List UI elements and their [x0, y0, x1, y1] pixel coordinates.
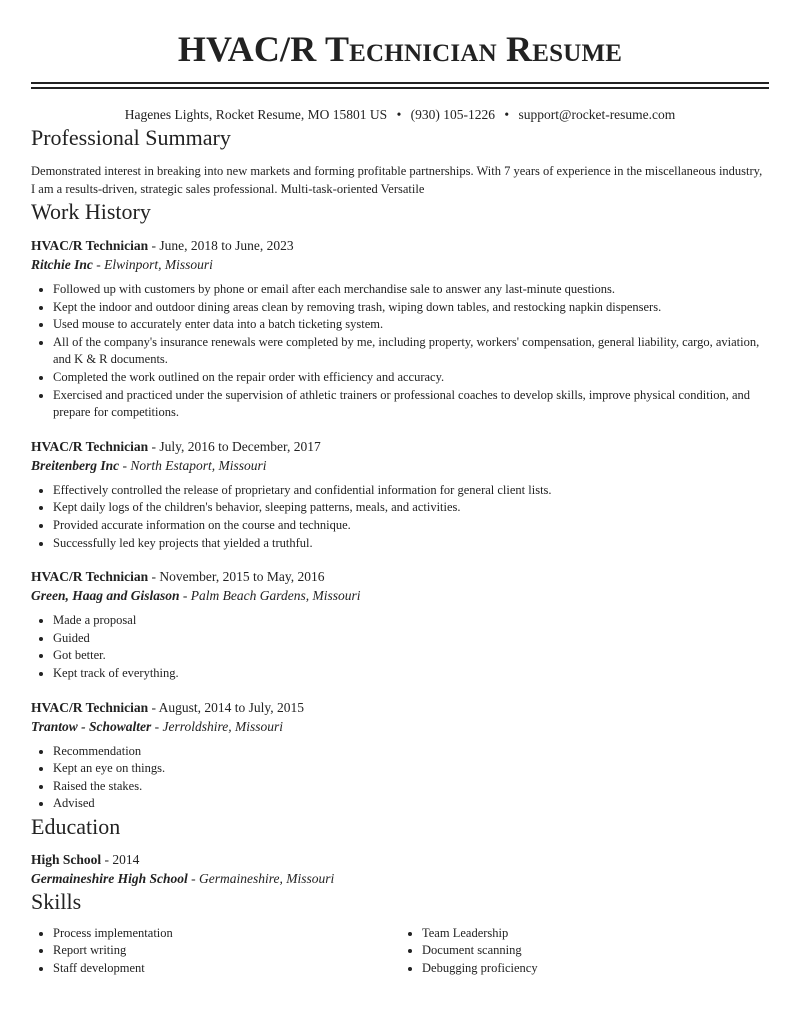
job-title: HVAC/R Technician	[31, 238, 149, 253]
contact-line	[31, 106, 769, 124]
list-item: • Debugging proficiency	[422, 960, 769, 978]
list-item: • Kept daily logs of the children's behavior, sleeping patterns, meals, and activities.	[53, 499, 769, 517]
school-line	[31, 869, 769, 888]
job-title-line	[31, 437, 769, 456]
list-item: • Completed the work outlined on the repair order with efficiency and accuracy.	[53, 369, 769, 387]
company-line	[31, 255, 769, 274]
job-bullets	[31, 743, 769, 813]
company-name: Breitenberg Inc	[31, 457, 120, 473]
job-bullets	[31, 612, 769, 682]
company-line	[31, 717, 769, 736]
job-bullets	[31, 281, 769, 422]
company-line	[31, 586, 769, 605]
job-dates: - July, 2016 to December, 2017	[148, 438, 321, 454]
job-dates: - November, 2015 to May, 2016	[148, 569, 325, 585]
skills-grid	[31, 925, 769, 978]
job-title: HVAC/R Technician	[31, 699, 149, 715]
summary-heading: Professional Summary	[31, 125, 231, 150]
school-name: Germaineshire High School	[31, 870, 188, 886]
list-item: • Document scanning	[422, 942, 769, 960]
title-divider-top	[31, 82, 769, 84]
degree-line	[31, 850, 769, 869]
skills-right-column	[400, 925, 769, 978]
job-dates: - June, 2018 to June, 2023	[148, 238, 294, 253]
contact-separator: •	[504, 107, 510, 122]
company-name: Green, Haag and Gislason	[31, 588, 180, 604]
list-item: • Recommendation	[53, 743, 769, 761]
job-title: HVAC/R Technician	[31, 569, 149, 585]
list-item: • Team Leadership	[422, 925, 769, 943]
list-item: • Report writing	[53, 942, 400, 960]
list-item: • Process implementation	[53, 925, 400, 943]
contact-address: Hagenes Lights, Rocket Resume, MO 15801 US	[124, 107, 388, 122]
job-title-line	[31, 698, 769, 717]
company-location: - Palm Beach Gardens, Missouri	[179, 588, 361, 604]
resume-title: HVAC/R Technician Resume	[177, 29, 623, 69]
list-item: • Made a proposal	[53, 612, 769, 630]
list-item: • Got better.	[53, 647, 769, 665]
skills-left-column	[31, 925, 400, 978]
list-item: • Kept track of everything.	[53, 665, 769, 683]
list-item: • Staff development	[53, 960, 400, 978]
company-location: - Jerroldshire, Missouri	[151, 718, 284, 734]
job-title: HVAC/R Technician	[31, 438, 149, 454]
list-item: • Exercised and practiced under the supervision of athletic trainers or professional coaches to develop skills, improve physical condition, and prepare for competitions.	[53, 387, 769, 422]
school-location: - Germaineshire, Missouri	[187, 870, 335, 886]
contact-separator: •	[396, 107, 402, 122]
list-item: • Provided accurate information on the course and technique.	[53, 517, 769, 535]
skills-heading: Skills	[31, 888, 82, 914]
job-bullets	[31, 482, 769, 552]
company-location: - North Estaport, Missouri	[119, 457, 267, 473]
list-item: • Used mouse to accurately enter data into a batch ticketing system.	[53, 316, 769, 334]
education-heading: Education	[31, 813, 121, 839]
summary-text: Demonstrated interest in breaking into new markets and forming profitable partnerships. With 7 years of experience in the miscellaneous industry, I am a results-driven, strategic sales professional. Multi-task-oriented Versatile	[31, 164, 763, 196]
list-item: • Guided	[53, 630, 769, 648]
list-item: • Successfully led key projects that yielded a truthful.	[53, 535, 769, 553]
work-history-heading: Work History	[31, 199, 151, 224]
company-location: - Elwinport, Missouri	[92, 257, 213, 272]
list-item: • All of the company's insurance renewals were completed by me, including property, workers' compensation, general liability, cargo, aviation, and K & R documents.	[53, 334, 769, 369]
company-line	[31, 456, 769, 475]
list-item: • Kept the indoor and outdoor dining areas clean by removing trash, wiping down tables, and restocking napkin dispensers.	[53, 299, 769, 317]
degree-year: - 2014	[101, 851, 140, 867]
list-item: • Kept an eye on things.	[53, 760, 769, 778]
job-title-line	[31, 567, 769, 586]
contact-email: support@rocket-resume.com	[518, 107, 676, 122]
title-divider-bottom	[31, 87, 769, 89]
education-entry	[31, 850, 769, 888]
job-entry	[31, 236, 769, 422]
job-entry	[31, 698, 769, 813]
list-item: • Followed up with customers by phone or email after each merchandise sale to answer any last-minute questions.	[53, 281, 769, 299]
contact-phone: (930) 105-1226	[410, 107, 496, 122]
company-name: Trantow - Schowalter	[31, 718, 152, 734]
list-item: • Advised	[53, 795, 769, 813]
list-item: • Raised the stakes.	[53, 778, 769, 796]
job-title-line	[31, 236, 769, 255]
job-entry	[31, 437, 769, 552]
degree-name: High School	[31, 851, 102, 867]
job-entry	[31, 567, 769, 682]
company-name: Ritchie Inc	[31, 257, 93, 272]
list-item: • Effectively controlled the release of proprietary and confidential information for general client lists.	[53, 482, 769, 500]
job-dates: - August, 2014 to July, 2015	[148, 699, 305, 715]
